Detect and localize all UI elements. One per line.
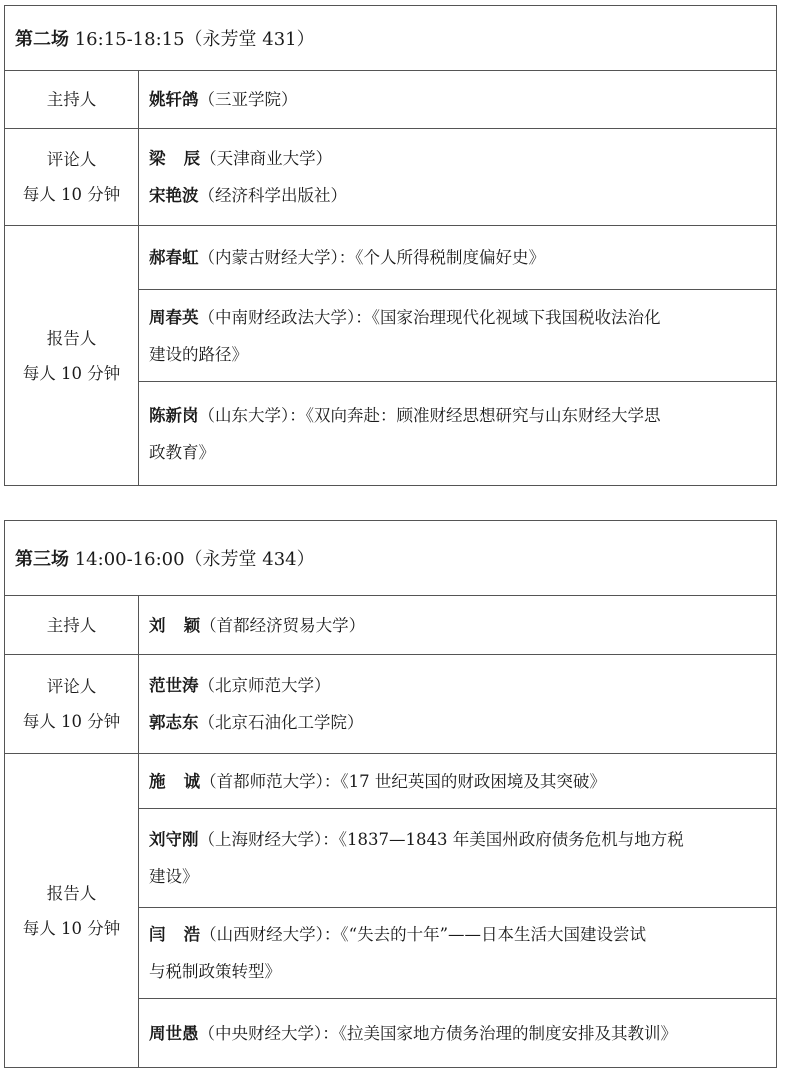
reporter-time-limit: 每人 10 分钟 — [22, 918, 121, 938]
reporter-name: 周春英 — [149, 307, 199, 327]
reviewer-time-limit: 每人 10 分钟 — [22, 185, 121, 204]
host-row — [5, 596, 777, 655]
session-2-table — [4, 5, 777, 486]
session-time-venue: 14:00-16:00（永芳堂 434） — [69, 549, 315, 570]
reporter-role-label: 报告人 — [46, 328, 97, 348]
report-title: （中南财经政法大学）：《国家治理现代化视域下我国税收法治化 — [198, 307, 661, 327]
report-line-1 — [149, 916, 766, 953]
session-header — [5, 521, 777, 596]
session-header-row — [5, 521, 777, 596]
report-cell — [139, 754, 777, 809]
report-title: （山西财经大学）：《“失去的十年”——日本生活大国建设尝试 — [200, 925, 647, 944]
host-affiliation: （首都经济贸易大学） — [200, 615, 366, 635]
report-title: （山东大学）：《双向奔赴：顾准财经思想研究与山东财经大学思 — [198, 405, 661, 425]
reporter-role-cell — [5, 226, 139, 486]
report-line-2: 与税制政策转型》 — [149, 962, 281, 981]
reviewer-affiliation: （北京石油化工学院） — [198, 713, 364, 732]
report-cell — [139, 809, 777, 908]
session-label: 第三场 — [15, 549, 69, 570]
report-line-1 — [149, 821, 766, 858]
reviewer-role-label: 评论人 — [46, 677, 97, 696]
reviewer-affiliation: （北京师范大学） — [198, 676, 331, 695]
reviewer-role-cell — [5, 129, 139, 226]
reviewer-name: 梁 辰 — [149, 149, 201, 168]
reviewer-item — [149, 177, 766, 214]
report-line-2: 建设》 — [149, 867, 199, 886]
reporter-name: 闫 浩 — [149, 925, 201, 944]
session-header-row — [5, 6, 777, 71]
report-row — [5, 226, 777, 290]
reviewer-name: 范世涛 — [149, 676, 199, 695]
reviewer-item — [149, 667, 766, 704]
report-row — [5, 754, 777, 809]
report-cell — [139, 382, 777, 486]
reporter-time-limit: 每人 10 分钟 — [22, 363, 121, 383]
host-cell — [139, 71, 777, 129]
host-name: 刘 颖 — [149, 615, 201, 635]
report-line-2: 建设的路径》 — [149, 344, 248, 364]
reviewer-row — [5, 655, 777, 754]
reviewer-item — [149, 704, 766, 741]
reviewer-affiliation: （天津商业大学） — [200, 149, 333, 168]
report-title: （中央财经大学）：《拉美国家地方债务治理的制度安排及其教训》 — [198, 1023, 677, 1043]
reviewer-name: 宋艳波 — [149, 186, 199, 205]
reporter-name: 陈新岗 — [149, 405, 199, 425]
reviewer-affiliation: （经济科学出版社） — [198, 186, 347, 205]
report-cell — [139, 290, 777, 382]
host-role-label: 主持人 — [5, 71, 139, 129]
report-line-2: 政教育》 — [149, 442, 215, 462]
session-time-venue: 16:15-18:15（永芳堂 431） — [69, 29, 315, 50]
reviewer-item — [149, 140, 766, 177]
reporter-name: 郝春虹 — [149, 248, 199, 267]
report-title: （内蒙古财经大学）：《个人所得税制度偏好史》 — [198, 248, 545, 267]
report-line-1 — [149, 397, 766, 434]
host-cell — [139, 596, 777, 655]
reviewer-name: 郭志东 — [149, 713, 199, 732]
reporter-role-label: 报告人 — [46, 883, 97, 903]
session-3-table — [4, 520, 777, 1068]
report-title: （上海财经大学）：《1837—1843 年美国州政府债务危机与地方税 — [198, 830, 684, 849]
session-label: 第二场 — [15, 29, 69, 50]
report-cell — [139, 226, 777, 290]
report-cell — [139, 999, 777, 1068]
reporter-role-cell — [5, 754, 139, 1068]
report-title: （首都师范大学）：《17 世纪英国的财政困境及其突破》 — [200, 771, 606, 791]
host-affiliation: （三亚学院） — [198, 90, 298, 109]
reviewer-row — [5, 129, 777, 226]
reporter-name: 施 诚 — [149, 771, 201, 791]
reviewer-time-limit: 每人 10 分钟 — [22, 712, 121, 731]
reviewer-role-label: 评论人 — [46, 150, 97, 169]
reporter-name: 周世愚 — [149, 1023, 199, 1043]
report-cell — [139, 908, 777, 999]
reporter-name: 刘守刚 — [149, 830, 199, 849]
report-line-1 — [149, 299, 766, 336]
reviewer-cell — [139, 129, 777, 226]
session-header — [5, 6, 777, 71]
host-name: 姚轩鸽 — [149, 90, 199, 109]
reviewer-role-cell — [5, 655, 139, 754]
host-role-label: 主持人 — [5, 596, 139, 655]
host-row — [5, 71, 777, 129]
reviewer-cell — [139, 655, 777, 754]
